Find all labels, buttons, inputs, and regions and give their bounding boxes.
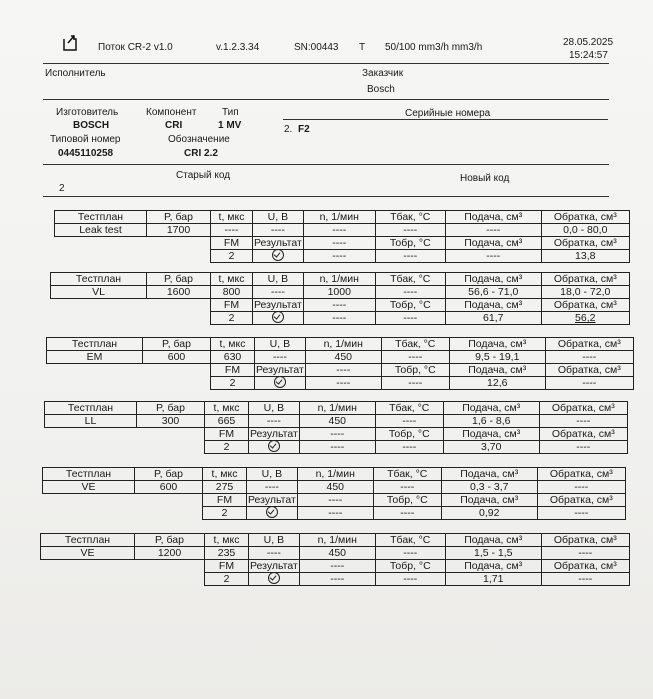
typenum-label: Типовой номер [50,134,121,145]
table-row [45,428,628,441]
header-pressure: P, бар [143,338,211,351]
t-label: T [359,42,366,53]
return-temp-value: ---- [375,441,443,454]
time-value: 800 [211,286,253,299]
delivery-value: 1,71 [445,573,541,586]
header-delivery: Подача, см³ [443,402,539,415]
delivery-value: 0,92 [441,507,537,520]
serial-item-value: F2 [298,124,310,135]
divider [283,119,608,120]
serial-item-index: 2. [284,124,293,135]
divider [43,63,609,64]
header-tank-temp: Тбак, °C [375,211,445,224]
header-delivery: Подача, см³ [441,494,537,507]
speed-value: 450 [297,481,373,494]
typenum-value: 0445110258 [58,148,114,159]
table-row [45,415,628,428]
pressure-value: 1600 [147,286,211,299]
header-fm: FM [203,494,247,507]
header-fm: FM [205,428,249,441]
header-result: Результат [254,299,302,311]
time-value: ---- [211,224,253,237]
test-name: VE [41,547,135,560]
voltage-value: ---- [249,415,300,428]
table-row [51,286,630,299]
time-value: 235 [205,547,249,560]
delivery-range: 1,6 - 8,6 [443,415,539,428]
header-return-temp: Тобр, °C [375,237,445,250]
return-temp-value: ---- [381,377,449,390]
fm-value: 2 [211,312,253,325]
table-row [47,364,634,377]
return-range: ---- [545,351,633,364]
table-row [51,299,630,312]
header-speed: n, 1/мин [305,338,381,351]
result-dash: ---- [303,312,375,325]
return-range: ---- [537,481,625,494]
executor-label: Исполнитель [45,68,106,79]
table-row [45,441,628,454]
header-result: Результат [250,428,298,440]
return-value: ---- [539,441,627,454]
result-dash: ---- [299,428,375,441]
header-pressure: P, бар [135,534,205,547]
header-return: Обратка, см³ [541,273,629,286]
result-dash: ---- [305,377,381,390]
table-row [43,507,626,520]
header-return: Обратка, см³ [541,299,629,312]
return-value: ---- [541,573,629,586]
result-check-icon [247,507,298,520]
type-value: 1 MV [218,120,242,131]
speed-value: ---- [303,224,375,237]
pressure-value: 600 [143,351,211,364]
delivery-range: 9,5 - 19,1 [449,351,545,364]
time-value: 665 [205,415,249,428]
voltage-value: ---- [253,286,304,299]
header-speed: n, 1/мин [299,534,375,547]
header-return-temp: Тобр, °C [375,560,445,573]
return-range: 18,0 - 72,0 [541,286,629,299]
return-temp-value: ---- [375,573,445,586]
header-fm: FM [211,237,253,250]
time-value: 275 [203,481,247,494]
header-pressure: P, бар [147,211,211,224]
check-circle-icon [272,250,284,262]
table-row [45,402,628,415]
header-return: Обратка, см³ [541,211,629,224]
header-delivery: Подача, см³ [445,273,541,286]
header-voltage: U, В [249,534,300,547]
time-value: 630 [211,351,255,364]
header-time: t, мкс [203,468,247,481]
return-range: ---- [541,547,629,560]
app-version: v.1.2.3.34 [216,42,260,53]
result-dash: ---- [299,560,375,573]
header-return: Обратка, см³ [537,494,625,507]
header-fm: FM [211,364,255,377]
component-value: CRI [165,120,183,131]
check-circle-icon [268,573,280,585]
flow-unit: 50/100 mm3/h mm3/h [385,42,483,53]
result-dash: ---- [303,237,375,250]
customer-value: Bosch [367,84,395,95]
delivery-value: 3,70 [443,441,539,454]
return-temp-value: ---- [375,250,445,263]
result-check-icon [253,312,304,325]
header-result: Результат [248,494,296,506]
maker-label: Изготовитель [56,107,119,118]
header-time: t, мкс [211,273,253,286]
header-voltage: U, В [253,211,304,224]
check-circle-icon [268,441,280,453]
header-testplan: Тестплан [43,468,135,481]
maker-value: BOSCH [73,120,110,131]
header-time: t, мкс [211,211,253,224]
designation-value: CRI 2.2 [184,148,218,159]
fm-value: 2 [203,507,247,520]
header-return-temp: Тобр, °C [381,364,449,377]
delivery-range: ---- [445,224,541,237]
test-table-2 [50,272,630,325]
table-row [43,468,626,481]
header-testplan: Тестплан [41,534,135,547]
delivery-range: 0,3 - 3,7 [441,481,537,494]
divider [43,164,609,165]
table-row [51,312,630,325]
new-code-label: Новый код [460,173,510,184]
delivery-value: 61,7 [445,312,541,325]
tank-temp-value: ---- [373,481,441,494]
customer-label: Заказчик [362,68,404,79]
divider [43,99,609,100]
header-speed: n, 1/мин [297,468,373,481]
tank-temp-value: ---- [375,547,445,560]
divider [43,196,609,197]
delivery-value: 12,6 [449,377,545,390]
test-table-6 [40,533,630,586]
tank-temp-value: ---- [381,351,449,364]
delivery-range: 1,5 - 1,5 [445,547,541,560]
table-row [47,351,634,364]
header-speed: n, 1/мин [303,273,375,286]
header-pressure: P, бар [147,273,211,286]
table-row [41,534,630,547]
table-row [55,211,630,224]
header-delivery: Подача, см³ [445,560,541,573]
test-table-1 [54,210,630,263]
header-return: Обратка, см³ [545,364,633,377]
test-name: VE [43,481,135,494]
result-check-icon [249,441,300,454]
report-time: 15:24:57 [569,50,608,61]
header-result: Результат [256,364,304,376]
header-delivery: Подача, см³ [445,534,541,547]
header-delivery: Подача, см³ [449,338,545,351]
result-dash: ---- [297,494,373,507]
voltage-value: ---- [255,351,306,364]
return-range: ---- [539,415,627,428]
header-return: Обратка, см³ [537,468,625,481]
header-return-temp: Тобр, °C [373,494,441,507]
header-tank-temp: Тбак, °C [375,273,445,286]
table-row [41,573,630,586]
result-dash: ---- [305,364,381,377]
tank-temp-value: ---- [375,286,445,299]
speed-value: 1000 [303,286,375,299]
tank-temp-value: ---- [375,415,443,428]
result-dash: ---- [303,299,375,312]
header-voltage: U, В [247,468,298,481]
result-dash: ---- [299,573,375,586]
return-range: 0,0 - 80,0 [541,224,629,237]
header-fm: FM [211,299,253,312]
speed-value: 450 [299,415,375,428]
return-value: 13,8 [541,250,629,263]
header-pressure: P, бар [135,468,203,481]
header-testplan: Тестплан [51,273,147,286]
fm-value: 2 [205,573,249,586]
result-check-icon [249,573,300,586]
header-return: Обратка, см³ [545,338,633,351]
speed-value: 450 [305,351,381,364]
header-delivery: Подача, см³ [441,468,537,481]
table-row [41,547,630,560]
check-circle-icon [274,377,286,389]
header-result: Результат [254,237,302,249]
table-row [55,237,630,250]
table-row [47,377,634,390]
header-speed: n, 1/мин [303,211,375,224]
pressure-value: 1200 [135,547,205,560]
header-fm: FM [205,560,249,573]
header-pressure: P, бар [137,402,205,415]
result-check-icon [253,250,304,263]
header-tank-temp: Тбак, °C [375,534,445,547]
result-dash: ---- [303,250,375,263]
tank-temp-value: ---- [375,224,445,237]
return-value: ---- [545,377,633,390]
check-circle-icon [272,312,284,324]
return-temp-value: ---- [373,507,441,520]
header-testplan: Тестплан [55,211,147,224]
header-time: t, мкс [211,338,255,351]
header-time: t, мкс [205,534,249,547]
test-name: Leak test [55,224,147,237]
table-row [43,494,626,507]
header-return-temp: Тобр, °C [375,428,443,441]
header-time: t, мкс [205,402,249,415]
result-check-icon [255,377,306,390]
header-testplan: Тестплан [45,402,137,415]
check-circle-icon [266,507,278,519]
header-delivery: Подача, см³ [445,211,541,224]
app-title: Поток CR-2 v1.0 [98,42,173,53]
table-row [47,338,634,351]
voltage-value: ---- [247,481,298,494]
serials-label: Серийные номера [405,108,491,119]
header-tank-temp: Тбак, °C [375,402,443,415]
header-return: Обратка, см³ [541,560,629,573]
pressure-value: 300 [137,415,205,428]
table-row [55,250,630,263]
return-value: 56,2 [541,312,629,325]
fm-value: 2 [211,377,255,390]
delivery-value: ---- [445,250,541,263]
pressure-value: 600 [135,481,203,494]
old-code-value: 2 [59,183,65,194]
header-return: Обратка, см³ [541,534,629,547]
header-voltage: U, В [249,402,300,415]
header-return-temp: Тобр, °C [375,299,445,312]
delivery-range: 56,6 - 71,0 [445,286,541,299]
test-table-5 [42,467,626,520]
header-voltage: U, В [255,338,306,351]
test-name: LL [45,415,137,428]
header-delivery: Подача, см³ [445,299,541,312]
voltage-value: ---- [253,224,304,237]
header-delivery: Подача, см³ [449,364,545,377]
header-return: Обратка, см³ [541,237,629,250]
test-table-4 [44,401,628,454]
test-name: EM [47,351,143,364]
fm-value: 2 [205,441,249,454]
header-testplan: Тестплан [47,338,143,351]
component-label: Компонент [146,107,197,118]
header-tank-temp: Тбак, °C [373,468,441,481]
export-icon [62,34,78,52]
voltage-value: ---- [249,547,300,560]
test-table-3 [46,337,634,390]
header-speed: n, 1/мин [299,402,375,415]
return-value: ---- [537,507,625,520]
pressure-value: 1700 [147,224,211,237]
header-delivery: Подача, см³ [445,237,541,250]
header-voltage: U, В [253,273,304,286]
speed-value: 450 [299,547,375,560]
type-label: Тип [222,107,239,118]
table-row [41,560,630,573]
serial-number: SN:00443 [294,42,339,53]
report-date: 28.05.2025 [563,37,614,48]
result-dash: ---- [299,441,375,454]
header-return: Обратка, см³ [539,428,627,441]
header-return: Обратка, см³ [539,402,627,415]
header-tank-temp: Тбак, °C [381,338,449,351]
header-delivery: Подача, см³ [443,428,539,441]
table-row [51,273,630,286]
old-code-label: Старый код [176,170,231,181]
return-temp-value: ---- [375,312,445,325]
designation-label: Обозначение [168,134,230,145]
header-result: Результат [250,560,298,572]
fm-value: 2 [211,250,253,263]
result-dash: ---- [297,507,373,520]
table-row [55,224,630,237]
test-name: VL [51,286,147,299]
table-row [43,481,626,494]
